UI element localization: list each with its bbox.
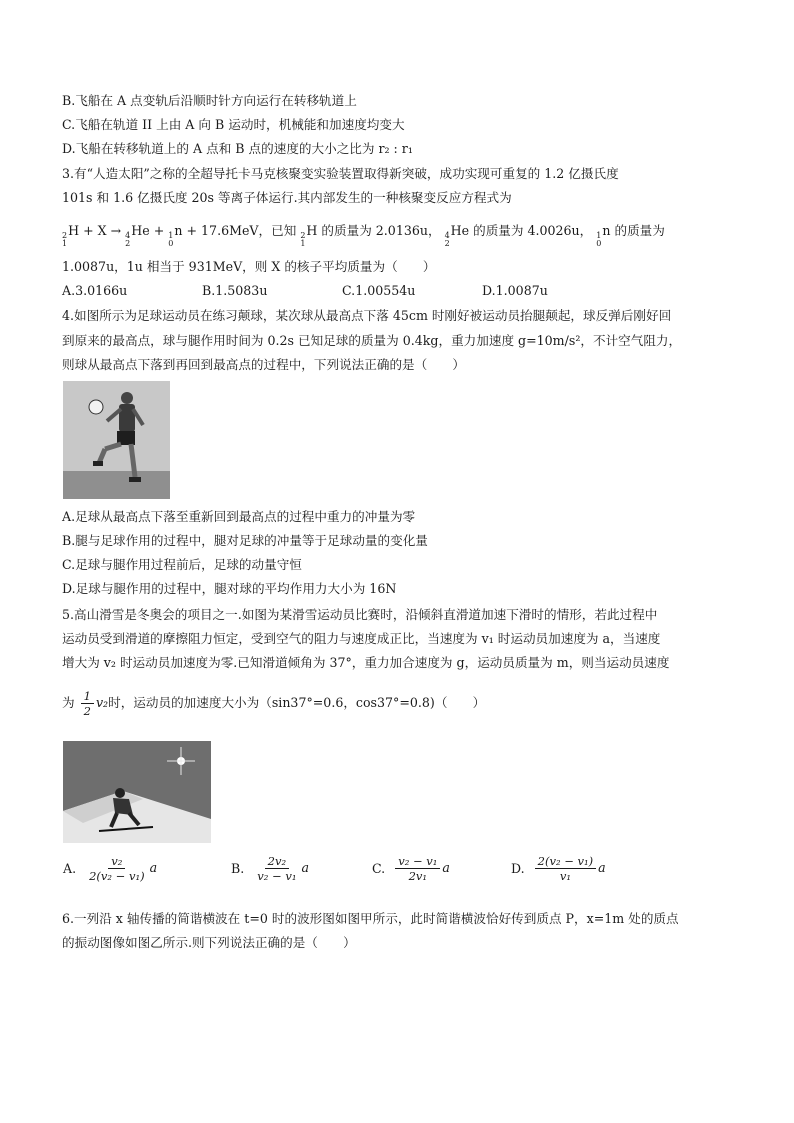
- question-5-stem-4: 为 $\frac{1}{2}$ v₂时，运动员的加速度大小为（sin37°=0.6，cos37°=0.8)（ ）: [62, 689, 486, 718]
- neutron-isotope: 1 0: [168, 231, 174, 248]
- question-3-stem-3: 1.0087u，1u 相当于 931MeV，则 X 的核子平均质量为（ ）: [62, 259, 436, 274]
- option-b-q4: B.腿与足球作用的过程中，腿对足球的冲量等于足球动量的变化量: [62, 533, 428, 548]
- question-4-stem: 4.如图所示为足球运动员在练习颠球，某次球从最高点下落 45cm 时刚好被运动员抬腿颠起，球反弹后刚好回: [62, 308, 672, 323]
- question-4-stem-2: 到原来的最高点，球与腿作用时间为 0.2s 已知足球的质量为 0.4kg，重力加速度 g=10m/s²，不计空气阻力，: [62, 333, 682, 348]
- option-d-q4: D.足球与腿作用的过程中，腿对球的平均作用力大小为 16N: [62, 581, 397, 596]
- half-fraction: $\frac{1}{2}$: [81, 689, 94, 718]
- skier-photo: [63, 741, 211, 843]
- question-5-stem-3: 增大为 v₂ 时运动员加速度为零.已知滑道倾角为 37°，重力加合速度为 g，运动员质量为 m，则当运动员速度: [62, 655, 670, 670]
- q5-option-c: C. $\frac{\text{v₂ − v₁}}{\text{2v₁}}$ a: [372, 854, 450, 883]
- question-6-stem-2: 的振动图像如图乙所示.则下列说法正确的是（ ）: [62, 935, 356, 950]
- option-d-q2: D.飞船在转移轨道上的 A 点和 B 点的速度的大小之比为 r₂ : r₁: [62, 141, 413, 156]
- he4-isotope: 4 2: [125, 231, 131, 248]
- option-c-q2: C.飞船在轨道 II 上由 A 向 B 运动时，机械能和加速度均变大: [62, 117, 405, 132]
- fusion-equation: 2 1 H + X → 4 2 He + 1 0 n + 17.6MeV，已知 2 1 H 的质量为 2.0136u， 4 2 He 的质量为 4.0026u， 1 0 n 的质量为: [62, 223, 665, 248]
- option-a: A.3.0166u: [62, 283, 128, 298]
- question-5-stem: 5.高山滑雪是冬奥会的项目之一.如图为某滑雪运动员比赛时，沿倾斜直滑道加速下滑时的情形，若此过程中: [62, 607, 658, 622]
- question-3-stem-2: 101s 和 1.6 亿摄氏度 20s 等离子体运行.其内部发生的一种核聚变反应方程式为: [62, 190, 512, 205]
- football-player-photo: [63, 381, 170, 499]
- option-d: D.1.0087u: [482, 283, 548, 298]
- question-6-stem: 6.一列沿 x 轴传播的简谐横波在 t=0 时的波形图如图甲所示，此时简谐横波恰好传到质点 P，x=1m 处的质点: [62, 911, 679, 926]
- option-c: C.1.00554u: [342, 283, 416, 298]
- option-c-q4: C.足球与腿作用过程前后，足球的动量守恒: [62, 557, 302, 572]
- question-5-stem-2: 运动员受到滑道的摩擦阻力恒定，受到空气的阻力与速度成正比，当速度为 v₁ 时运动员加速度为 a，当速度: [62, 631, 661, 646]
- option-a-q4: A.足球从最高点下落至重新回到最高点的过程中重力的冲量为零: [62, 509, 416, 524]
- q5-option-b: B. $\frac{\text{2v₂}}{\text{v₂ − v₁}}$ a: [231, 854, 309, 883]
- h2-isotope: 2 1: [62, 231, 68, 248]
- q5-option-d: D. $\frac{\text{2(v₂ − v₁)}}{\text{v₁}}$ a: [511, 854, 606, 883]
- option-b-q2: B.飞船在 A 点变轨后沿顺时针方向运行在转移轨道上: [62, 93, 357, 108]
- option-b: B.1.5083u: [202, 283, 268, 298]
- question-3-stem: 3.有“人造太阳”之称的全超导托卡马克核聚变实验装置取得新突破，成功实现可重复的 1.2 亿摄氏度: [62, 166, 619, 181]
- question-4-stem-3: 则球从最高点下落到再回到最高点的过程中，下列说法正确的是（ ）: [62, 357, 465, 372]
- q5-option-a: A. $\frac{\text{v₂}}{\text{2(v₂ − v₁)}}$ a: [63, 854, 158, 883]
